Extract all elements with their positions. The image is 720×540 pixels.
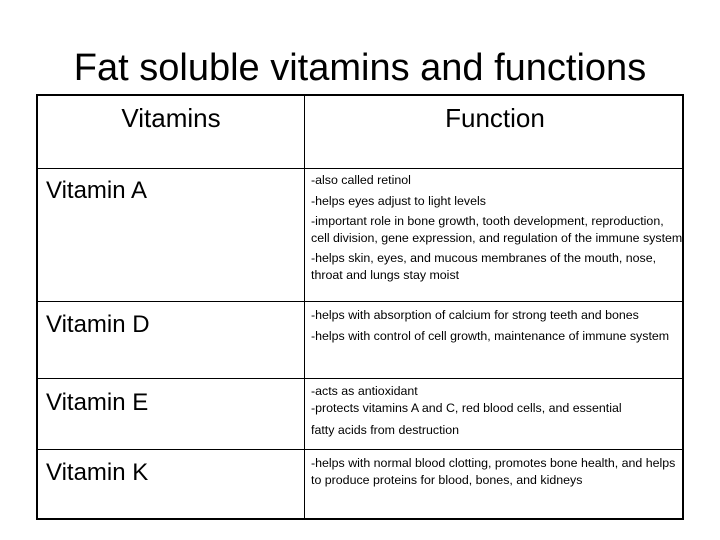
function-line: -helps skin, eyes, and mucous membranes of the mouth, nose, throat and lungs stay moist [311,251,657,282]
function-line: -protects vitamins A and C, red blood cells, and essential [311,400,622,415]
function-cell [311,455,683,488]
function-cell [311,307,683,344]
vitamins-table [36,94,684,520]
function-cell [311,383,683,439]
function-line: -also called retinol [311,173,411,187]
vitamin-name: Vitamin E [46,389,149,416]
row-divider [38,449,682,450]
function-line: -acts as antioxidant [311,384,418,398]
header-vitamins: Vitamins [121,103,221,133]
column-divider [304,96,305,518]
row-divider [38,168,682,169]
function-line: -important role in bone growth, tooth development, reproduction, cell division, gene expression, and regulation of the immune system [311,214,683,245]
function-line: -helps with control of cell growth, maintenance of immune system [311,328,670,343]
vitamin-name: Vitamin A [46,177,147,204]
row-divider [38,378,682,379]
vitamin-name: Vitamin D [46,311,150,338]
function-line: -helps with normal blood clotting, promotes bone health, and helps to produce proteins for blood, bones, and kidneys [311,456,676,487]
header-function: Function [445,103,545,133]
function-line: -helps with absorption of calcium for strong teeth and bones [311,308,639,322]
slide-title: Fat soluble vitamins and functions [73,47,647,89]
row-divider [38,301,682,302]
vitamin-name: Vitamin K [46,459,149,486]
function-line: fatty acids from destruction [311,423,460,437]
function-line: -helps eyes adjust to light levels [311,193,486,208]
function-cell [311,172,683,283]
